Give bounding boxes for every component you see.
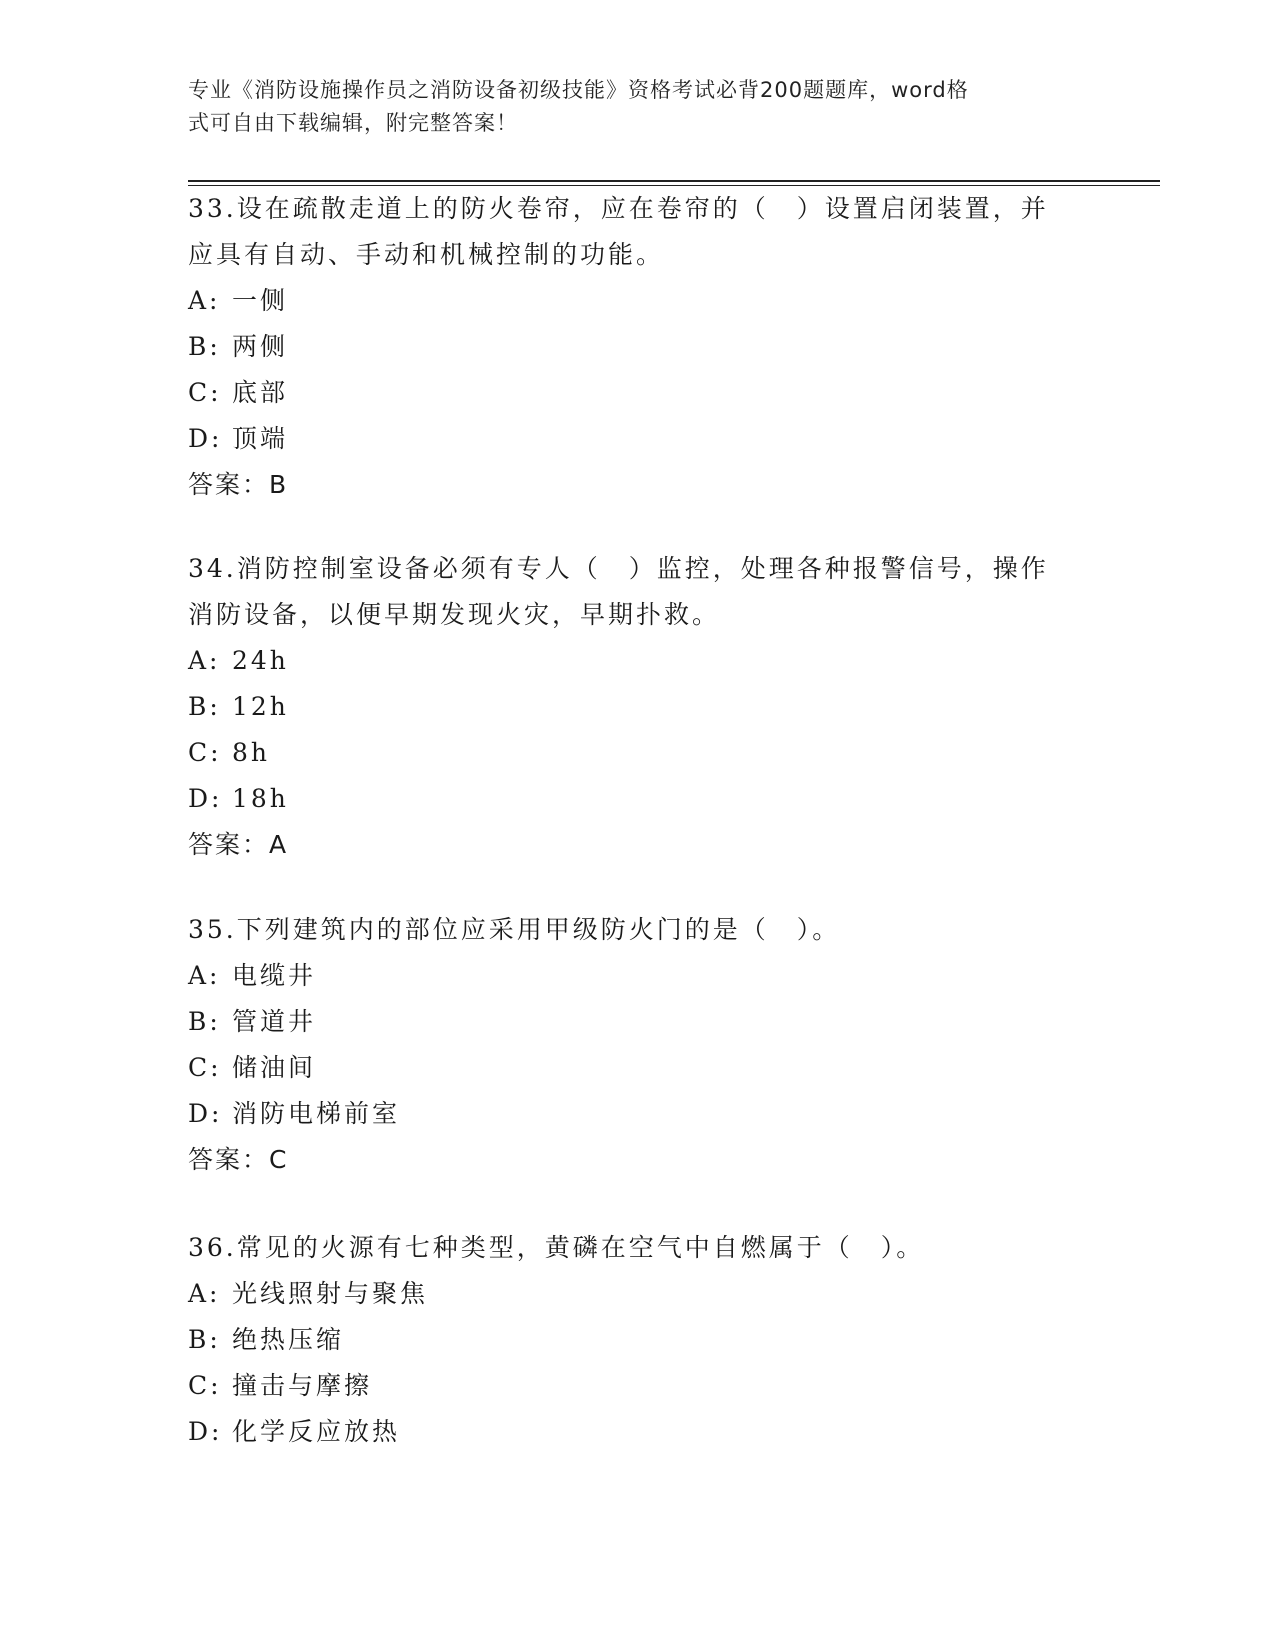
option-text: 12h bbox=[232, 692, 289, 721]
question-36 bbox=[188, 1225, 1088, 1455]
option-text: 管道井 bbox=[232, 1007, 317, 1036]
option-letter: A: bbox=[188, 646, 221, 675]
option-a bbox=[188, 1271, 1088, 1317]
question-stem-line-1: 35.下列建筑内的部位应采用甲级防火门的是（ ）。 bbox=[188, 915, 841, 944]
question-33 bbox=[188, 186, 1088, 508]
option-d bbox=[188, 1091, 1088, 1137]
option-text: 8h bbox=[232, 738, 271, 767]
answer-label: 答案：A bbox=[188, 830, 289, 859]
header-line-1: 专业《消防设施操作员之消防设备初级技能》资格考试必背200题题库，word格 bbox=[188, 78, 969, 102]
option-text: 18h bbox=[232, 784, 289, 813]
option-d bbox=[188, 776, 1088, 822]
option-a bbox=[188, 638, 1088, 684]
option-text: 底部 bbox=[232, 378, 289, 407]
option-letter: C: bbox=[188, 1371, 222, 1400]
answer-label: 答案：B bbox=[188, 470, 289, 499]
option-a bbox=[188, 278, 1088, 324]
option-letter: C: bbox=[188, 378, 222, 407]
option-letter: C: bbox=[188, 738, 222, 767]
option-text: 光线照射与聚焦 bbox=[232, 1279, 429, 1308]
question-35 bbox=[188, 907, 1088, 1183]
option-text: 电缆井 bbox=[232, 961, 317, 990]
option-text: 储油间 bbox=[232, 1053, 317, 1082]
option-letter: A: bbox=[188, 1279, 221, 1308]
option-b bbox=[188, 999, 1088, 1045]
option-letter: B: bbox=[188, 692, 221, 721]
answer-label: 答案：C bbox=[188, 1145, 289, 1174]
question-stem-line-2: 消防设备，以便早期发现火灾，早期扑救。 bbox=[188, 600, 721, 629]
option-d bbox=[188, 416, 1088, 462]
option-letter: D: bbox=[188, 1417, 223, 1446]
option-letter: C: bbox=[188, 1053, 222, 1082]
option-letter: B: bbox=[188, 1325, 221, 1354]
option-text: 绝热压缩 bbox=[232, 1325, 345, 1354]
option-c bbox=[188, 1363, 1088, 1409]
header-divider-thick bbox=[188, 180, 1160, 182]
option-b bbox=[188, 684, 1088, 730]
option-text: 一侧 bbox=[232, 286, 289, 315]
option-letter: A: bbox=[188, 286, 221, 315]
option-text: 顶端 bbox=[232, 424, 289, 453]
option-c bbox=[188, 1045, 1088, 1091]
option-c bbox=[188, 730, 1088, 776]
option-text: 两侧 bbox=[232, 332, 289, 361]
option-d bbox=[188, 1409, 1088, 1455]
option-letter: B: bbox=[188, 332, 221, 361]
question-stem-line-1: 34.消防控制室设备必须有专人（ ）监控，处理各种报警信号，操作 bbox=[188, 554, 1049, 583]
header-line-2: 式可自由下载编辑，附完整答案！ bbox=[188, 111, 518, 135]
option-text: 化学反应放热 bbox=[232, 1417, 401, 1446]
option-letter: D: bbox=[188, 784, 223, 813]
question-stem-line-1: 36.常见的火源有七种类型，黄磷在空气中自燃属于（ ）。 bbox=[188, 1233, 925, 1262]
option-a bbox=[188, 953, 1088, 999]
option-letter: A: bbox=[188, 961, 221, 990]
document-header bbox=[188, 74, 1088, 140]
option-b bbox=[188, 324, 1088, 370]
question-stem-line-1: 33.设在疏散走道上的防火卷帘，应在卷帘的（ ）设置启闭装置，并 bbox=[188, 194, 1049, 223]
option-b bbox=[188, 1317, 1088, 1363]
option-letter: D: bbox=[188, 424, 223, 453]
option-text: 撞击与摩擦 bbox=[232, 1371, 373, 1400]
question-stem-line-2: 应具有自动、手动和机械控制的功能。 bbox=[188, 240, 665, 269]
option-text: 24h bbox=[232, 646, 289, 675]
question-34 bbox=[188, 546, 1088, 868]
option-text: 消防电梯前室 bbox=[232, 1099, 401, 1128]
option-letter: D: bbox=[188, 1099, 223, 1128]
option-c bbox=[188, 370, 1088, 416]
option-letter: B: bbox=[188, 1007, 221, 1036]
